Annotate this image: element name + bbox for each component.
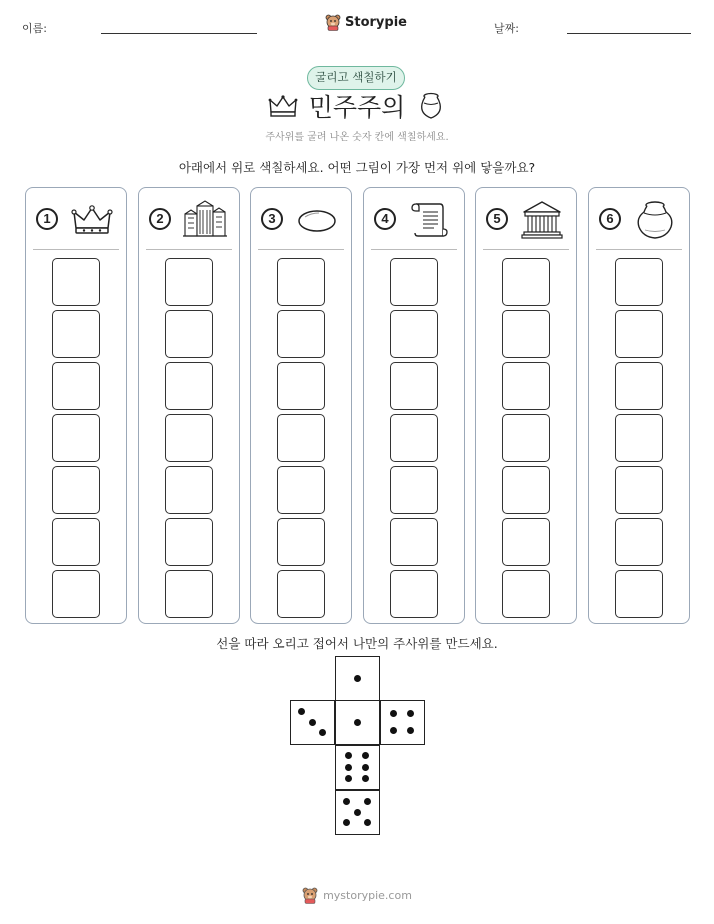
dice-pip	[362, 775, 369, 782]
color-cell[interactable]	[390, 258, 438, 306]
color-cell[interactable]	[502, 518, 550, 566]
brand-name: Storypie	[345, 15, 407, 30]
color-cell[interactable]	[390, 570, 438, 618]
name-line[interactable]	[101, 33, 257, 34]
color-cell[interactable]	[615, 518, 663, 566]
color-cell[interactable]	[277, 414, 325, 462]
color-cell[interactable]	[502, 362, 550, 410]
color-cell[interactable]	[277, 570, 325, 618]
column-divider	[258, 249, 344, 250]
color-cell[interactable]	[277, 518, 325, 566]
color-cell[interactable]	[502, 466, 550, 514]
column-number: 6	[599, 208, 621, 230]
dice-pip	[364, 819, 371, 826]
dice-face-5	[335, 790, 380, 835]
color-cell[interactable]	[165, 518, 213, 566]
dice-pip	[354, 675, 361, 682]
color-cell[interactable]	[165, 414, 213, 462]
dice-pip	[354, 809, 361, 816]
column-divider	[371, 249, 457, 250]
dice-pip	[343, 819, 350, 826]
dice-pip	[345, 775, 352, 782]
column-6	[588, 187, 690, 624]
column-2	[138, 187, 240, 624]
temple-icon	[520, 200, 564, 240]
column-3	[250, 187, 352, 624]
date-line[interactable]	[567, 33, 691, 34]
color-cell[interactable]	[277, 310, 325, 358]
column-number: 1	[36, 208, 58, 230]
color-cell[interactable]	[52, 362, 100, 410]
color-cell[interactable]	[390, 362, 438, 410]
color-cell[interactable]	[52, 414, 100, 462]
color-cell[interactable]	[390, 310, 438, 358]
dice-pip	[390, 710, 397, 717]
dice-pip	[364, 798, 371, 805]
color-cell[interactable]	[615, 414, 663, 462]
brand-logo	[325, 14, 407, 31]
color-cell[interactable]	[277, 362, 325, 410]
dice-face-3	[290, 700, 335, 745]
dice-face-4	[380, 700, 425, 745]
bear-mascot-icon	[325, 14, 341, 31]
city-icon	[183, 200, 227, 240]
color-cell[interactable]	[615, 258, 663, 306]
column-5	[475, 187, 577, 624]
date-label: 날짜:	[494, 22, 519, 35]
color-cell[interactable]	[52, 466, 100, 514]
pebble-icon	[295, 200, 339, 240]
color-cell[interactable]	[615, 466, 663, 514]
color-cell[interactable]	[390, 414, 438, 462]
dice-pip	[390, 727, 397, 734]
color-cell[interactable]	[165, 362, 213, 410]
dice-pip	[298, 708, 305, 715]
name-label: 이름:	[22, 22, 47, 35]
color-cell[interactable]	[502, 570, 550, 618]
column-divider	[33, 249, 119, 250]
color-cell[interactable]	[277, 258, 325, 306]
dice-pip	[407, 727, 414, 734]
column-divider	[596, 249, 682, 250]
color-cell[interactable]	[615, 570, 663, 618]
column-4	[363, 187, 465, 624]
page-title: 민주주의	[308, 93, 406, 122]
scroll-icon	[408, 200, 452, 240]
color-cell[interactable]	[615, 310, 663, 358]
dice-face-1	[335, 656, 380, 701]
color-cell[interactable]	[502, 258, 550, 306]
bear-mascot-icon	[302, 887, 318, 904]
column-divider	[483, 249, 569, 250]
dice-pip	[309, 719, 316, 726]
dice-pip	[319, 729, 326, 736]
color-cell[interactable]	[390, 518, 438, 566]
color-cell[interactable]	[615, 362, 663, 410]
color-cell[interactable]	[502, 310, 550, 358]
dice-pip	[362, 752, 369, 759]
pot-icon	[633, 200, 677, 240]
color-cell[interactable]	[165, 570, 213, 618]
color-cell[interactable]	[52, 518, 100, 566]
color-cell[interactable]	[277, 466, 325, 514]
title-pot-icon	[418, 92, 444, 124]
color-cell[interactable]	[165, 310, 213, 358]
dice-face-1	[335, 700, 380, 745]
dice-pip	[362, 764, 369, 771]
color-cell[interactable]	[52, 258, 100, 306]
cut-instruction: 선을 따라 오리고 접어서 나만의 주사위를 만드세요.	[216, 636, 498, 651]
color-cell[interactable]	[502, 414, 550, 462]
dice-pip	[343, 798, 350, 805]
column-divider	[146, 249, 232, 250]
dice-pip	[354, 719, 361, 726]
color-cell[interactable]	[165, 258, 213, 306]
column-number: 3	[261, 208, 283, 230]
column-number: 5	[486, 208, 508, 230]
color-cell[interactable]	[52, 310, 100, 358]
footer-url[interactable]: mystorypie.com	[323, 889, 412, 902]
column-1	[25, 187, 127, 624]
instruction: 아래에서 위로 색칠하세요. 어떤 그림이 가장 먼저 위에 닿을까요?	[178, 160, 536, 175]
crown-icon	[70, 200, 114, 240]
subtitle: 주사위를 굴려 나온 숫자 칸에 색칠하세요.	[265, 132, 449, 143]
dice-face-6	[335, 745, 380, 790]
dice-pip	[345, 752, 352, 759]
dice-pip	[345, 764, 352, 771]
color-cell[interactable]	[390, 466, 438, 514]
color-cell[interactable]	[165, 466, 213, 514]
footer	[0, 887, 714, 904]
color-cell[interactable]	[52, 570, 100, 618]
column-number: 4	[374, 208, 396, 230]
dice-pip	[407, 710, 414, 717]
activity-badge: 굴리고 색칠하기	[307, 66, 405, 90]
column-number: 2	[149, 208, 171, 230]
